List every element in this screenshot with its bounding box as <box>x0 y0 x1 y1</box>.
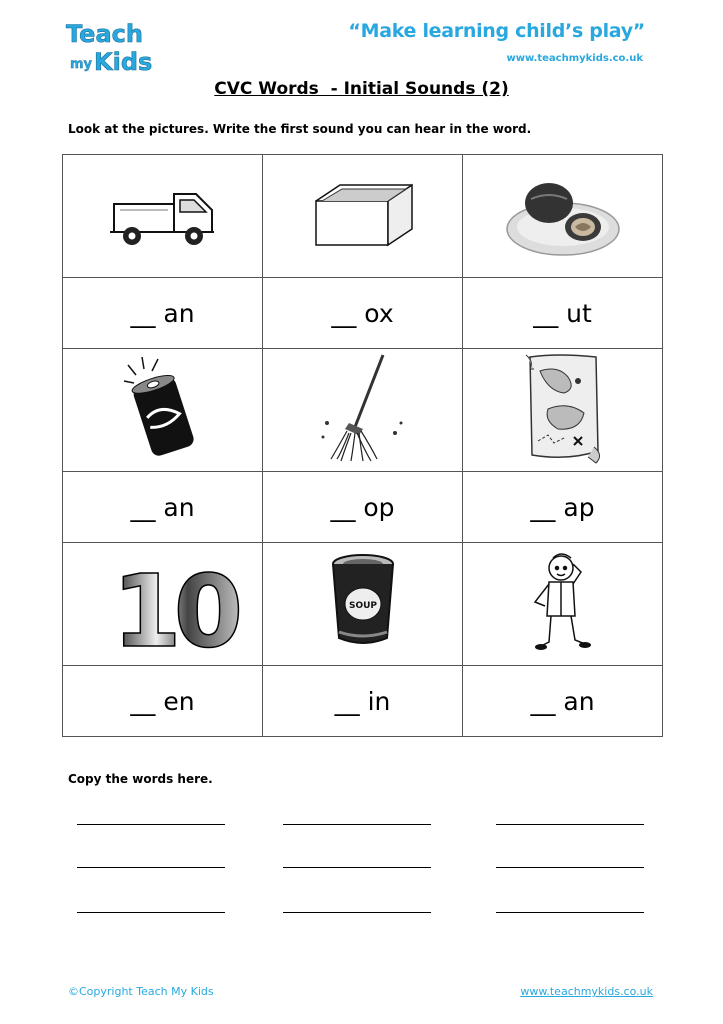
copyright: ©Copyright Teach My Kids <box>68 985 214 998</box>
word-cell: __ an <box>63 472 263 543</box>
writing-line[interactable] <box>77 867 225 868</box>
word-cell: __ op <box>263 472 463 543</box>
word-row <box>63 666 663 737</box>
picture-cell <box>63 543 263 670</box>
picture-cell <box>263 349 463 472</box>
can-picture <box>118 353 208 467</box>
word-cell: __ an <box>463 666 663 737</box>
footer-website-link[interactable]: www.teachmykids.co.uk <box>520 985 653 998</box>
picture-cell <box>463 543 663 666</box>
nut-picture <box>503 169 623 263</box>
tagline: “Make learning child’s play” <box>348 20 645 42</box>
word-cell: __ an <box>63 278 263 349</box>
word-cell: __ ap <box>463 472 663 543</box>
ten-picture <box>108 552 235 670</box>
writing-line[interactable] <box>283 824 431 825</box>
word-cell: __ in <box>263 666 463 737</box>
map-picture <box>518 351 608 470</box>
word-row <box>63 472 663 543</box>
picture-cell <box>63 349 263 472</box>
word-cell: __ en <box>63 666 263 737</box>
soup-label: SOUP <box>348 601 377 611</box>
picture-cell <box>463 155 663 278</box>
writing-line[interactable] <box>496 867 644 868</box>
picture-cell <box>263 155 463 278</box>
writing-line[interactable] <box>496 912 644 913</box>
writing-line[interactable] <box>77 912 225 913</box>
mop-picture <box>313 353 413 467</box>
word-cell: __ ut <box>463 278 663 349</box>
picture-row <box>63 349 663 472</box>
box-picture <box>308 179 418 253</box>
picture-cell <box>63 155 263 278</box>
word-row <box>63 278 663 349</box>
worksheet-grid <box>62 154 663 737</box>
svg-text:Teach: Teach <box>66 20 143 48</box>
svg-text:Kids: Kids <box>94 48 153 76</box>
ten-number: 10 <box>111 553 235 670</box>
page-title: CVC Words - Initial Sounds (2) <box>214 79 509 99</box>
picture-row <box>63 543 663 666</box>
writing-line[interactable] <box>283 867 431 868</box>
van-picture <box>108 174 218 258</box>
tin-picture <box>323 552 403 656</box>
picture-cell <box>463 349 663 472</box>
svg-text:my: my <box>70 57 93 72</box>
teach-my-kids-logo <box>64 18 166 74</box>
copy-label: Copy the words here. <box>68 772 213 786</box>
man-picture <box>523 550 603 659</box>
writing-line[interactable] <box>283 912 431 913</box>
header-website: www.teachmykids.co.uk <box>506 53 643 64</box>
writing-line[interactable] <box>496 824 644 825</box>
word-cell: __ ox <box>263 278 463 349</box>
picture-cell <box>263 543 463 666</box>
writing-line[interactable] <box>77 824 225 825</box>
instruction: Look at the pictures. Write the first sound you can hear in the word. <box>68 122 532 136</box>
picture-row <box>63 155 663 278</box>
